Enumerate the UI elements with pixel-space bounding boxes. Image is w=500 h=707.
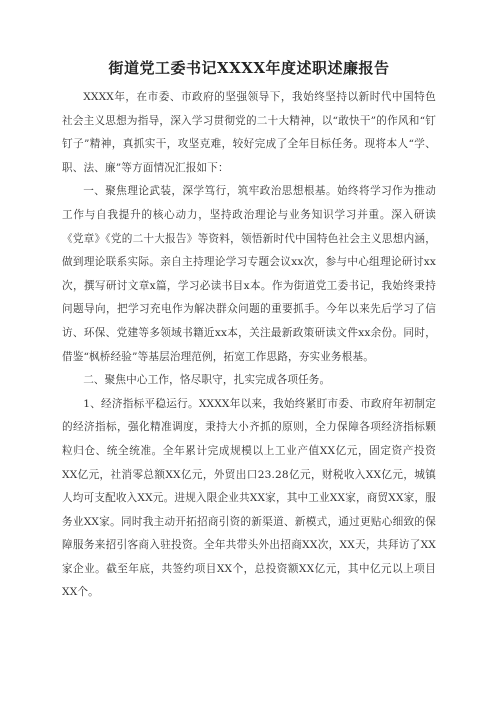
paragraph-intro: XXXX年，在市委、市政府的坚强领导下，我始终坚持以新时代中国特色社会主义思想为指导，深入学习贯彻党的二十大精神，以“敢快干”的作风和“钉钉子”精神，真抓实干，攻坚克难，较好完成了全年目标任务。现将本人“学、职、法、廉”等方面情况汇报如下：: [62, 91, 436, 174]
paragraph-section-2-heading: 二、聚焦中心工作，恪尽职守，扎实完成各项任务。: [83, 374, 331, 387]
paragraph-section-2-item-1: 1、经济指标平稳运行。XXXX年以来，我始终紧盯市委、市政府年初制定的经济指标，强化精准调度，秉持大小齐抓的原则，全力保障各项经济指标颗粒归仓、统全统准。全年累计完成规模以上工业产值XX亿元，固定资产投资XX亿元，社消零总额XX亿元，外贸出口23.28亿元，财税收入XX亿元，城镇人均可支配收入XX元。进规入限企业共XX家，其中工业XX家，商贸XX家，服务业XX家。同时我主动开拓招商引资的新渠道、新模式，通过更贴心细致的保障服务来招引客商入驻投资。全年共带头外出招商XX次，XX天，共拜访了XX家企业。截至年底，共签约项目XX个，总投资额XX亿元，其中亿元以上项目XX个。: [62, 397, 436, 599]
document-title: 街道党工委书记XXXX年度述职述廉报告: [108, 59, 390, 77]
paragraph-section-1: 一、聚焦理论武装，深学笃行，筑牢政治思想根基。始终将学习作为推动工作与自我提升的核心动力，坚持政治理论与业务知识学习并重。深入研读《党章》《党的二十大报告》等资料，领悟新时代中国特色社会主义思想内涵，做到理论联系实际。亲自主持理论学习专题会议xx次，参与中心组理论研讨xx次，撰写研讨文章x篇，学习必读书目x本。作为街道党工委书记，我始终秉持问题导向，把学习充电作为解决群众问题的重要抓手。今年以来先后学习了信访、环保、党建等多领域书籍近xx本，关注最新政策研读文件xx余份。同时，借鉴“枫桥经验”等基层治理范例，拓宽工作思路，夯实业务根基。: [62, 185, 436, 363]
